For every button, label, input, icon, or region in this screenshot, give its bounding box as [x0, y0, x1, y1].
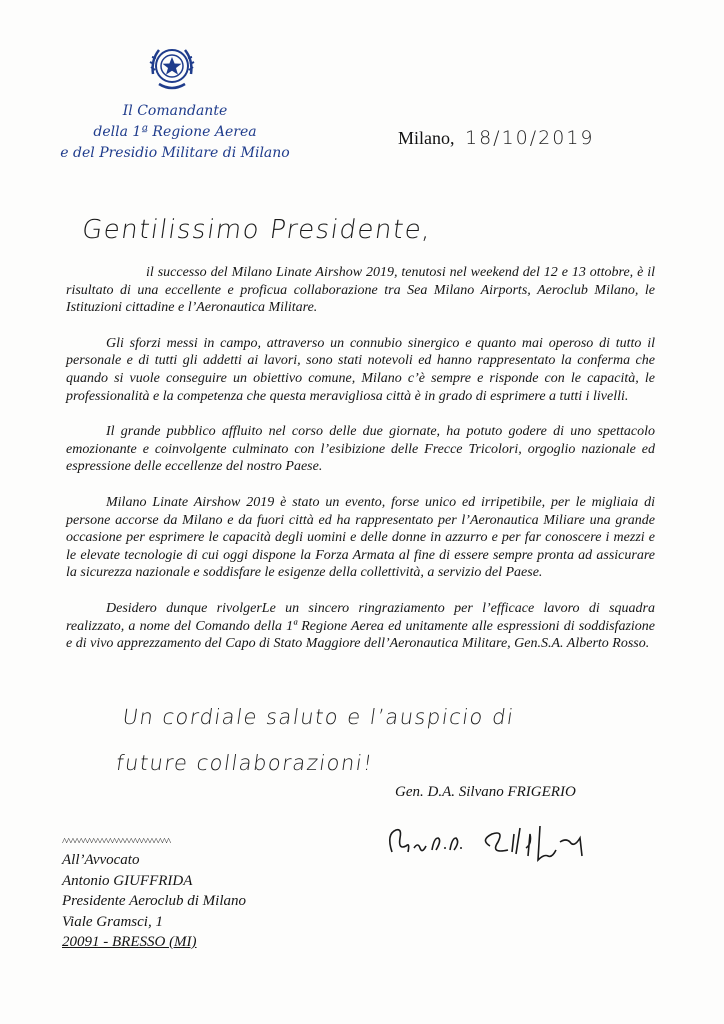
separator: ^^^^^^^^^^^^^^^^^^^^^^^^^^ — [62, 836, 171, 848]
signer-name: Gen. D.A. Silvano FRIGERIO — [395, 784, 576, 800]
body-paragraph: Gli sforzi messi in campo, attraverso un connubio sinergico e quanto mai operoso di tutto il personale e di tutti gli addetti ai lavori, sono stati notevoli ed hanno rappresentato la conferma che quando si vuole conseguire un obiettivo comune, Milano c’è sempre e risponde con le capacità, le professionalità e la competenza che questa meravigliosa città è in grado di esprimere a tutti i livelli. — [66, 335, 655, 404]
letterhead-line: della 1ª Regione Aerea — [93, 124, 257, 140]
closing-line: future collaborazioni! — [114, 751, 375, 775]
salutation: Gentilissimo Presidente, — [80, 215, 435, 245]
recipient-line: Presidente Aeroclub di Milano — [62, 893, 246, 909]
place-date — [398, 127, 595, 149]
body-paragraph: Milano Linate Airshow 2019 è stato un evento, forse unico ed irripetibile, per le migliaia di persone accorse da Milano e da fuori città ed ha rappresentato per l’Aeronautica Miliare una grande occasione per esprimere le capacità degli uomini e delle donne in azzurro e per far conoscere i mezzi e le elevate tecnologie di cui oggi dispone la Forza Armata al fine di essere sempre pronta ad assicurare la sicurezza nazionale e soddisfare le esigenze della collettività, a servizio del Paese. — [66, 494, 655, 581]
signature-image — [380, 812, 610, 872]
body-paragraph: Il grande pubblico affluito nel corso delle due giornate, ha potuto godere di uno spettacolo emozionante e coinvolgente culminato con l’esibizione delle Frecce Tricolori, orgoglio nazionale ed espressione delle eccellenze del nostro Paese. — [66, 424, 655, 475]
letter-body — [66, 264, 655, 671]
handwritten-date: 18/10/2019 — [465, 127, 595, 149]
recipient-line: Antonio GIUFFRIDA — [62, 872, 193, 889]
recipient-address — [62, 850, 246, 953]
recipient-line: 20091 - BRESSO (MI) — [62, 934, 197, 950]
body-paragraph: Desidero dunque rivolgerLe un sincero ringraziamento per l’efficace lavoro di squadra realizzato, a nome del Comando della 1ª Regione Aerea ed unitamente alle espressioni di soddisfazione e di vivo apprezzamento del Capo di Stato Maggiore dell’Aeronautica Militare, Gen.S.A. Alberto Rosso. — [66, 600, 655, 652]
body-paragraph: il successo del Milano Linate Airshow 2019, tenutosi nel weekend del 12 e 13 ottobre, è il risultato di una eccellente e proficua collaborazione tra Sea Milano Airports, Aeroclub Milano, le Istituzioni cittadine e l’Aeronautica Militare. — [66, 265, 655, 316]
recipient-line: Viale Gramsci, 1 — [62, 913, 163, 930]
letterhead-line: Il Comandante — [122, 103, 228, 119]
handwritten-closing — [113, 694, 646, 786]
closing-line: Un cordiale saluto e l’auspicio di — [121, 705, 517, 729]
recipient-line: All’Avvocato — [62, 852, 140, 868]
letterhead — [40, 101, 310, 164]
place: Milano, — [398, 128, 455, 148]
letterhead-line: e del Presidio Militare di Milano — [60, 145, 290, 161]
italian-republic-emblem-icon — [145, 40, 199, 94]
